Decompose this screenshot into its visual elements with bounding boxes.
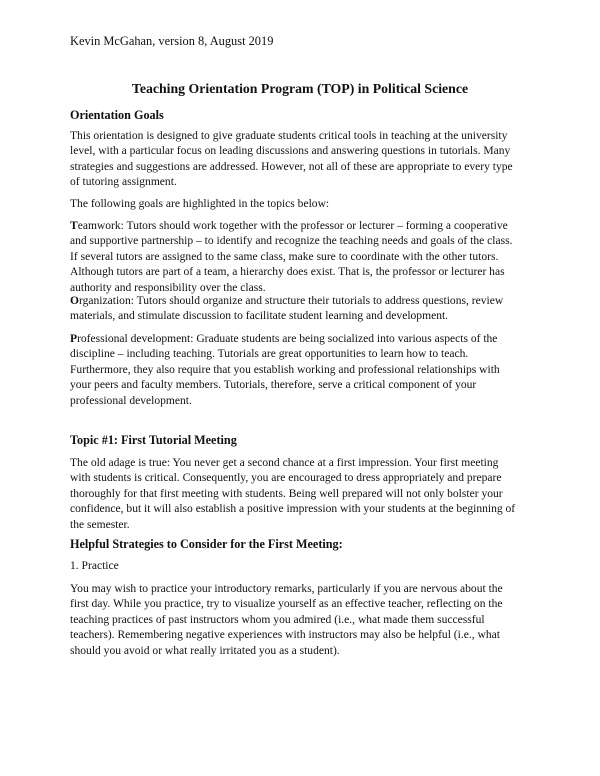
goals-intro-paragraph	[70, 197, 540, 212]
paragraph-line: professional development.	[70, 394, 192, 407]
paragraph-line: authority and responsibility over the class.	[70, 281, 266, 294]
practice-paragraph	[70, 582, 540, 659]
paragraph-line: the semester.	[70, 518, 130, 531]
paragraph-line: confidence, but it will also establish a positive impression with your students at the beginning of	[70, 503, 516, 516]
professional-text: rofessional development: Graduate students are being socialized into various aspects of the	[77, 333, 498, 345]
professional-development-paragraph	[70, 332, 540, 409]
practice-item-label	[70, 559, 540, 574]
teamwork-text: eamwork: Tutors should work together with the professor or lecturer – forming a cooperative	[77, 220, 508, 232]
list-item-label: 1. Practice	[70, 560, 119, 572]
paragraph-line: materials, and stimulate discussion to facilitate student learning and development.	[70, 310, 449, 323]
organization-initial: O	[70, 295, 79, 307]
paragraph-line: level, with a particular focus on leading discussions and answering questions in tutorials. Many	[70, 145, 511, 158]
paragraph-line	[70, 294, 540, 309]
strategies-heading: Helpful Strategies to Consider for the First Meeting:	[70, 537, 343, 551]
paragraph-line: teachers). Remembering negative experiences with instructors may also be helpful (i.e., what	[70, 629, 500, 642]
teamwork-paragraph	[70, 219, 540, 296]
paragraph-line: The following goals are highlighted in the topics below:	[70, 198, 330, 210]
professional-initial: P	[70, 333, 78, 345]
paragraph-line: The old adage is true: You never get a second chance at a first impression. Your first meeting	[70, 457, 499, 469]
author-version-line: Kevin McGahan, version 8, August 2019	[70, 34, 274, 48]
organization-text: rganization: Tutors should organize and structure their tutorials to address questions, review	[78, 295, 504, 307]
paragraph-line: Although tutors are part of a team, a hierarchy does exist. That is, the professor or lecturer has	[70, 266, 505, 279]
paragraph-line: If several tutors are assigned to the same class, make sure to coordinate with the other tutors.	[70, 250, 499, 263]
paragraph-line: teaching practices of past instructors whom you admired (i.e., what made them successful	[70, 613, 485, 626]
document-title: Teaching Orientation Program (TOP) in Political Science	[131, 81, 469, 96]
paragraph-line: Furthermore, they also require that you establish working and professional relationships with	[70, 363, 500, 376]
orientation-goals-heading: Orientation Goals	[70, 108, 164, 122]
paragraph-line: first day. While you practice, try to visualize yourself as an effective teacher, reflecting on the	[70, 598, 503, 611]
paragraph-line: strategies and suggestions are addressed. However, not all of these are appropriate to every type	[70, 160, 513, 173]
paragraph-line: with students is critical. Consequently, you are encouraged to dress appropriately and prepare	[70, 472, 502, 485]
paragraph-line	[70, 219, 540, 234]
paragraph-line: of tutoring assignment.	[70, 176, 177, 189]
orientation-intro-paragraph	[70, 129, 540, 191]
paragraph-line: thoroughly for that first meeting with students. Being well prepared will not only bolster your	[70, 487, 503, 500]
organization-paragraph	[70, 294, 540, 325]
paragraph-line: and supportive partnership – to identify and recognize the teaching needs and goals of the class.	[70, 235, 513, 248]
paragraph-line: your peers and faculty members. Tutorials, therefore, serve a critical component of your	[70, 379, 477, 392]
topic1-heading: Topic #1: First Tutorial Meeting	[70, 433, 237, 447]
topic1-paragraph	[70, 456, 540, 533]
paragraph-line: This orientation is designed to give graduate students critical tools in teaching at the university	[70, 130, 508, 142]
paragraph-line: discipline – including teaching. Tutorials are great opportunities to learn how to teach.	[70, 348, 469, 361]
paragraph-line	[70, 332, 540, 347]
paragraph-line: should you avoid or what really irritated you as a student).	[70, 644, 340, 657]
teamwork-initial: T	[70, 220, 78, 232]
paragraph-line: You may wish to practice your introductory remarks, particularly if you are nervous about the	[70, 583, 503, 595]
